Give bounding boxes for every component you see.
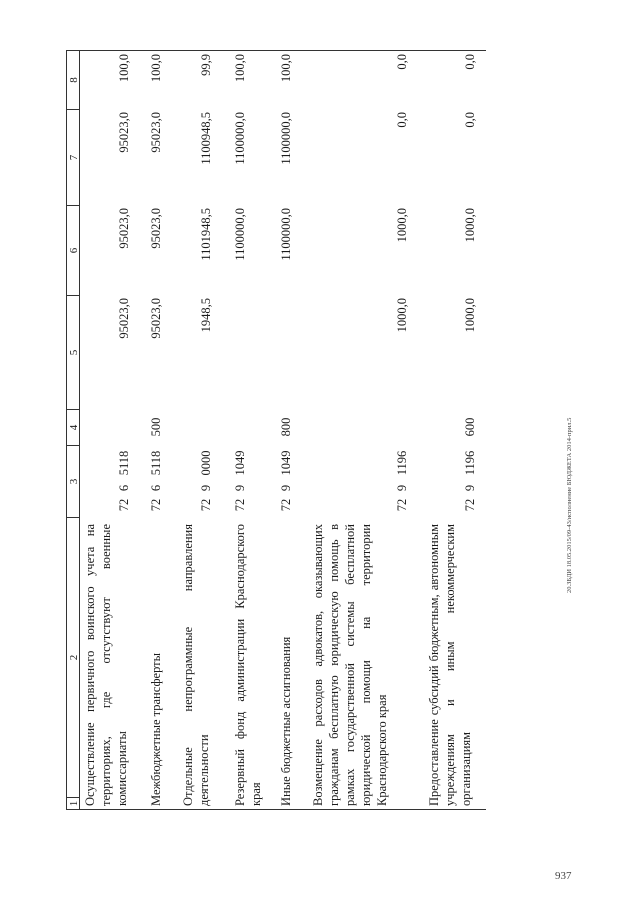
row-code-a: 72	[117, 498, 131, 512]
row-value-col5: 95023,0	[117, 298, 131, 339]
row-description: Межбюджетные трансферты	[149, 652, 163, 806]
row-description: Осуществление первичного воинского учета на территориях, где отсутствуют военные комиссариаты	[83, 524, 129, 806]
row-value-col7: 1100948,5	[199, 112, 213, 165]
row-code-b: 6	[117, 484, 131, 492]
table-row	[278, 50, 302, 810]
row-code-b: 9	[395, 484, 409, 492]
row-code-b: 9	[279, 484, 293, 492]
row-code-c: 1049	[233, 450, 247, 476]
row-code-c: 1196	[463, 450, 477, 476]
row-value-col7: 1100000,0	[279, 112, 293, 165]
row-value-col8: 100,0	[279, 54, 293, 83]
row-code-b: 9	[233, 484, 247, 492]
row-value-col6: 95023,0	[149, 208, 163, 249]
row-code-d: 500	[149, 417, 163, 437]
row-code-a: 72	[199, 498, 213, 512]
row-value-col7: 95023,0	[149, 112, 163, 153]
row-code-d: 800	[279, 417, 293, 437]
row-value-col8: 99,9	[199, 54, 213, 76]
file-path-note	[566, 40, 576, 600]
row-code-b: 6	[149, 484, 163, 492]
row-value-col8: 100,0	[117, 54, 131, 83]
table-row	[310, 50, 414, 810]
row-value-col6: 1000,0	[463, 208, 477, 243]
header-col-1: 1	[66, 798, 80, 810]
header-col-5: 5	[66, 296, 80, 410]
table-row	[82, 50, 138, 810]
file-path-text: 20.ЗБДИ 18.05.2015/09-43/исполнение БЮДЖЕТА 2014-прил.5	[566, 417, 573, 593]
row-code-b: 9	[463, 484, 477, 492]
page-number: 937	[555, 870, 572, 882]
header-col-8: 8	[66, 50, 80, 110]
header-col-7: 7	[66, 110, 80, 206]
row-description: Отдельные непрограммные направления деятельности	[181, 524, 211, 806]
row-value-col8: 100,0	[233, 54, 247, 83]
row-value-col7: 1100000,0	[233, 112, 247, 165]
row-code-a: 72	[149, 498, 163, 512]
row-value-col8: 0,0	[463, 54, 477, 70]
row-description: Иные бюджетные ассигнования	[279, 636, 293, 806]
row-code-d: 600	[463, 417, 477, 437]
row-code-b: 9	[199, 484, 213, 492]
row-value-col5: 1000,0	[463, 298, 477, 333]
header-col-6: 6	[66, 206, 80, 296]
header-col-2: 2	[66, 518, 80, 798]
row-value-col7: 0,0	[395, 112, 409, 128]
row-value-col7: 95023,0	[117, 112, 131, 153]
row-value-col6: 1101948,5	[199, 208, 213, 261]
row-code-c: 1049	[279, 450, 293, 476]
row-description: Возмещение расходов адвокатов, оказывающих гражданам бесплатную юридическую помощь в рамках государственной системы бесплатной юридической помощи на территории Краснодарского края	[311, 524, 389, 806]
row-value-col6: 95023,0	[117, 208, 131, 249]
row-code-c: 5118	[117, 450, 131, 476]
row-value-col8: 100,0	[149, 54, 163, 83]
row-code-a: 72	[463, 498, 477, 512]
row-value-col6: 1100000,0	[279, 208, 293, 261]
row-description: Предоставление субсидий бюджетным, автономным учреждениям и иным некоммерческим организациям	[427, 524, 473, 806]
row-description: Резервный фонд администрации Краснодарского края	[233, 524, 263, 806]
row-value-col7: 0,0	[463, 112, 477, 128]
row-code-a: 72	[279, 498, 293, 512]
table-row	[180, 50, 220, 810]
row-code-a: 72	[395, 498, 409, 512]
budget-table	[66, 50, 486, 810]
row-code-c: 1196	[395, 450, 409, 476]
row-value-col5: 1948,5	[199, 298, 213, 333]
row-code-c: 5118	[149, 450, 163, 476]
table-row	[148, 50, 172, 810]
row-value-col5: 95023,0	[149, 298, 163, 339]
header-col-4: 4	[66, 410, 80, 446]
row-code-c: 0000	[199, 450, 213, 476]
row-value-col6: 1000,0	[395, 208, 409, 243]
row-value-col8: 0,0	[395, 54, 409, 70]
table-row	[426, 50, 482, 810]
header-col-3: 3	[66, 446, 80, 518]
row-code-a: 72	[233, 498, 247, 512]
row-value-col6: 1100000,0	[233, 208, 247, 261]
table-row	[232, 50, 272, 810]
row-value-col5: 1000,0	[395, 298, 409, 333]
